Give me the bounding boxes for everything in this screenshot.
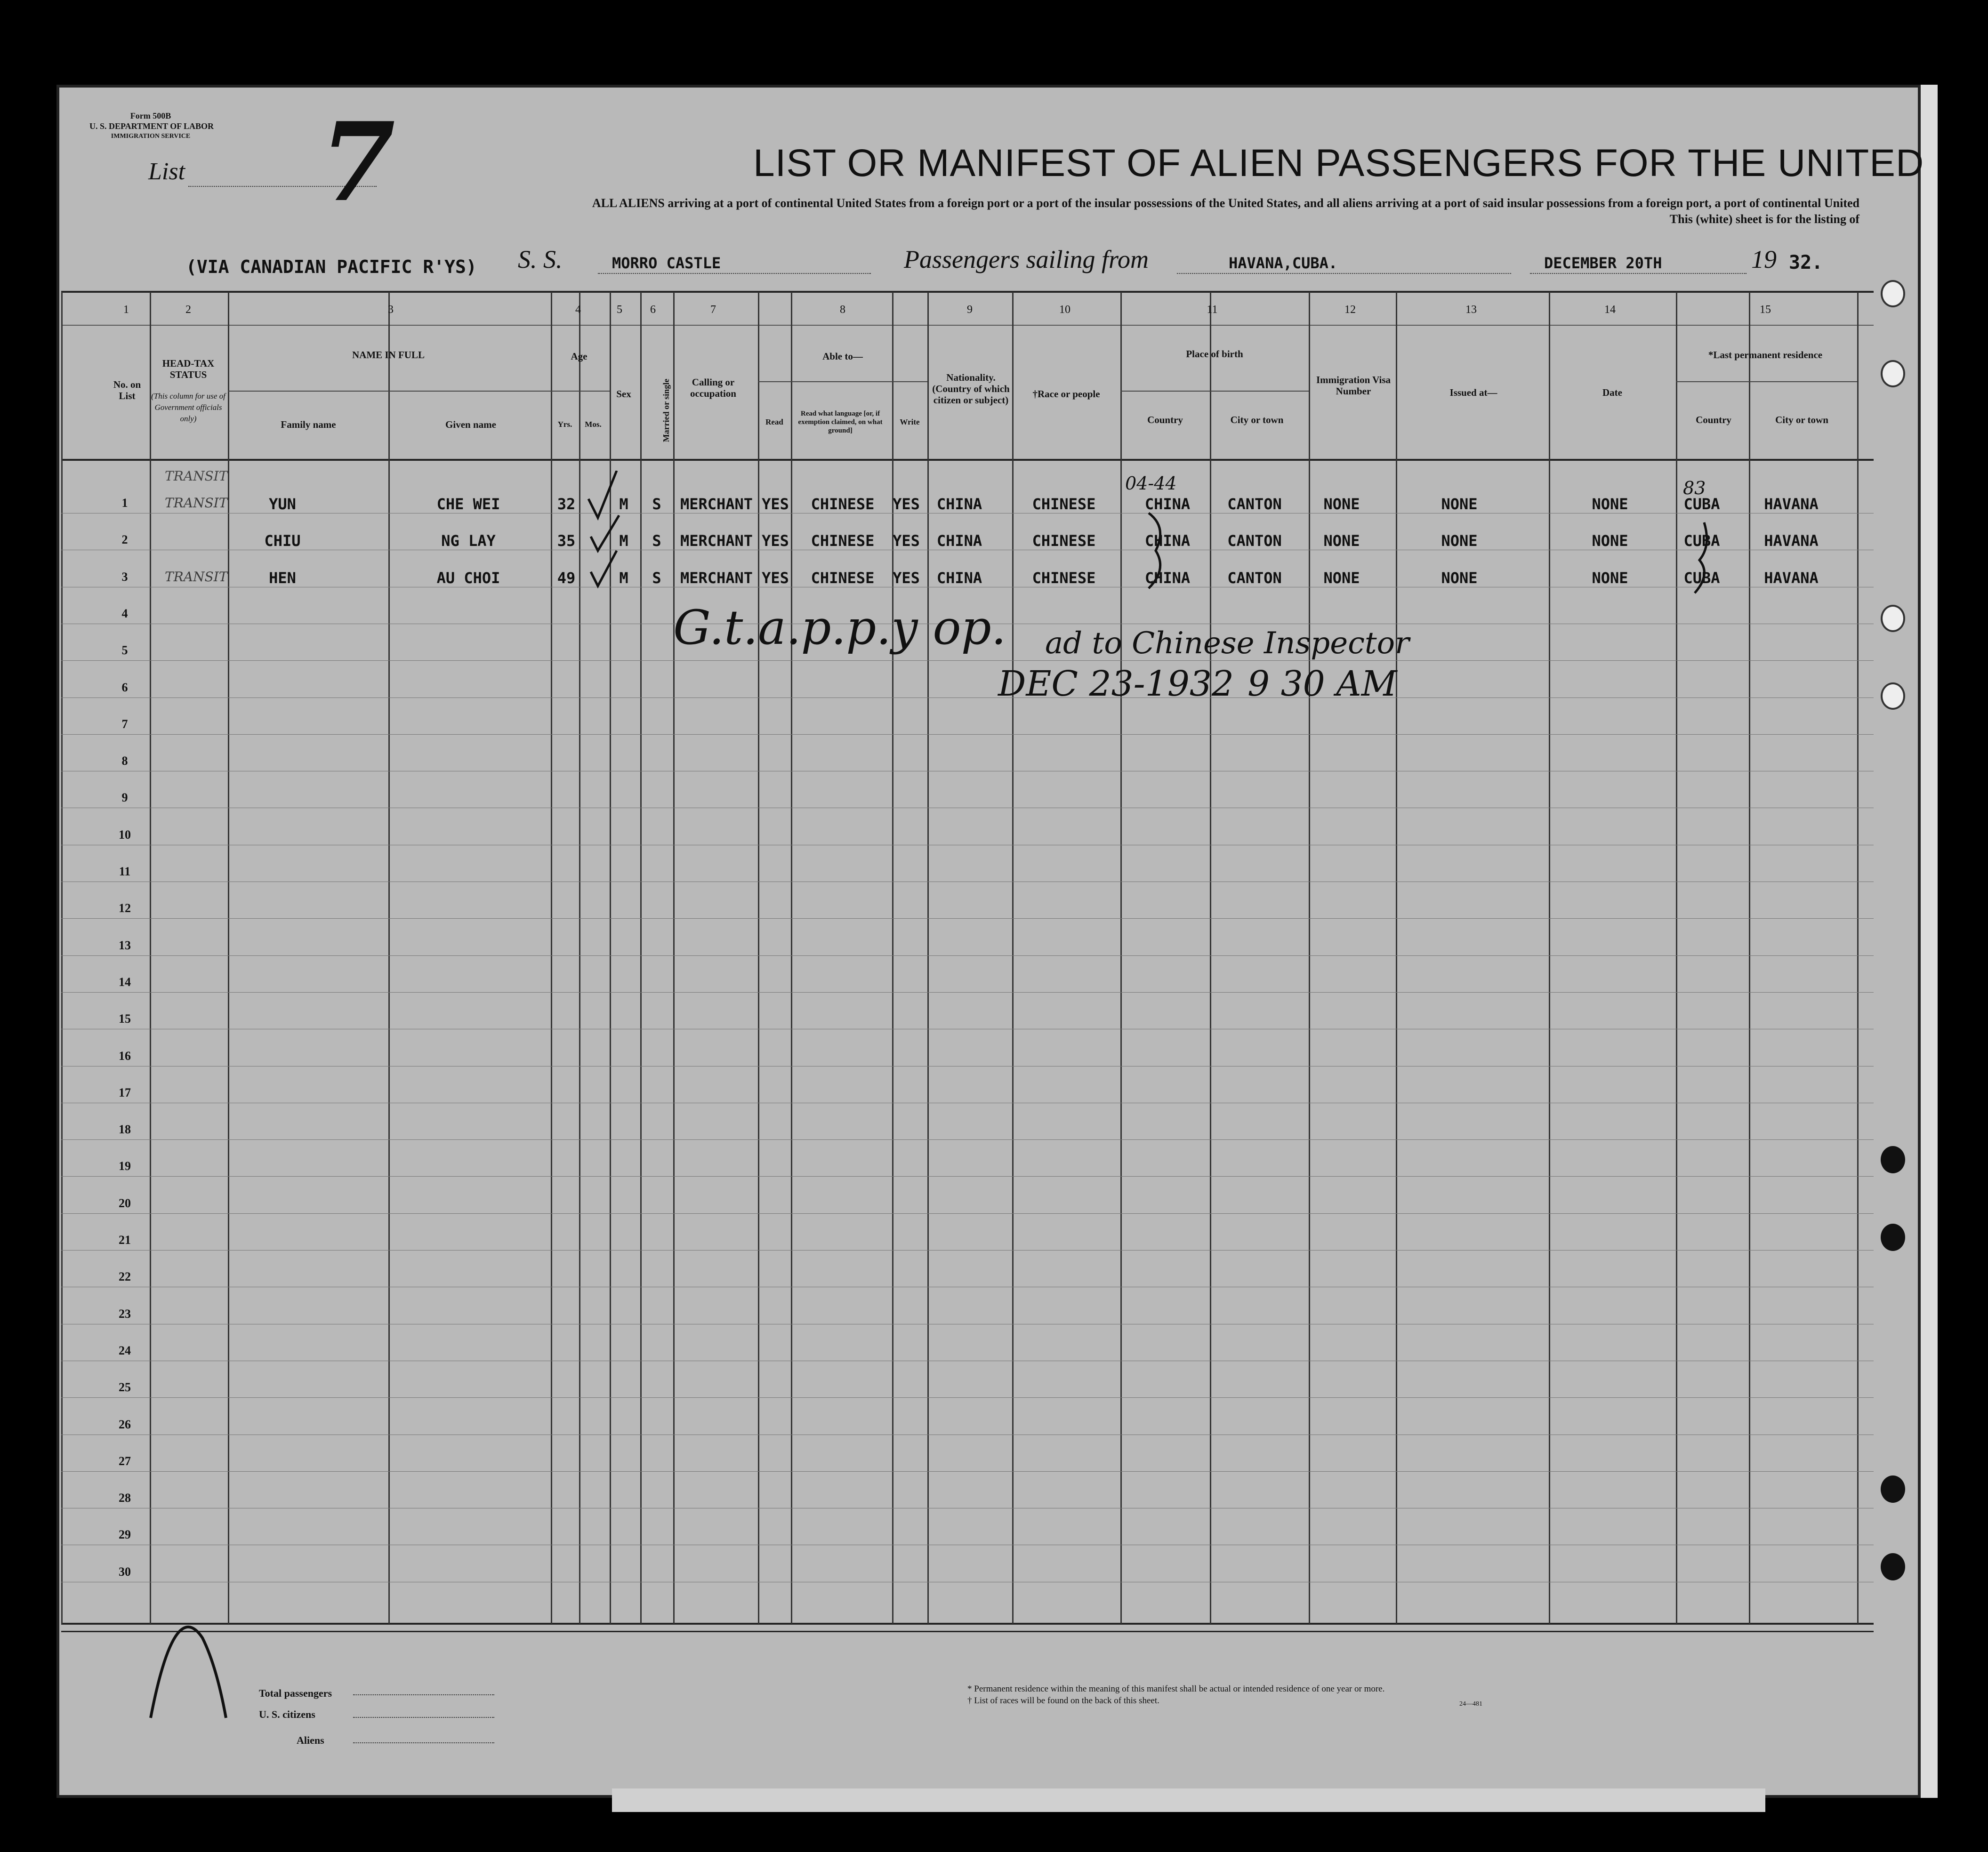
row-line (61, 1139, 1874, 1140)
cell-occupation: MERCHANT (680, 532, 753, 550)
row-number: 27 (119, 1454, 131, 1468)
column-divider (388, 292, 390, 1624)
row-number: 11 (119, 865, 131, 878)
cell-nationality: CHINA (936, 532, 982, 550)
cell-language: CHINESE (811, 495, 875, 513)
header-able-to: Able to— (822, 351, 863, 362)
cell-nationality: CHINA (936, 495, 982, 513)
row-line (61, 955, 1874, 956)
bracket-mark-birth (1139, 508, 1177, 593)
cell-marital: S (652, 569, 661, 587)
cell-write: YES (893, 495, 920, 513)
column-divider (1676, 292, 1677, 1624)
row-number: 4 (121, 606, 128, 620)
cell-date: NONE (1592, 532, 1628, 550)
row-number: 10 (119, 827, 131, 842)
departure-port: HAVANA,CUBA. (1229, 254, 1338, 272)
form-block (89, 111, 212, 142)
cell-language: CHINESE (811, 532, 875, 550)
cell-marital: S (652, 495, 661, 513)
row-number: 21 (119, 1233, 131, 1247)
column-number: 15 (1760, 304, 1771, 316)
instruction-line-1: ALL ALIENS arriving at a port of continental United States from a foreign port or a port of the insular possessions of the United States, and all aliens arriving at a port of said insular possessions from a foreign port, a port of continental United (592, 196, 1859, 210)
cell-race: CHINESE (1032, 532, 1096, 550)
header-read: Read (765, 417, 783, 426)
subheader-divider (228, 391, 551, 392)
column-number: 9 (967, 304, 973, 316)
row-number: 5 (121, 643, 128, 657)
cell-given: NG LAY (441, 532, 496, 550)
column-number: 5 (617, 304, 622, 316)
row-number: 26 (119, 1417, 131, 1431)
cell-marital: S (652, 532, 661, 550)
row-line (61, 1176, 1874, 1177)
column-divider (1857, 292, 1859, 1624)
header-head-tax-note: (This column for use of Government officials only) (151, 392, 225, 423)
subheader-divider (551, 391, 610, 392)
cell-visa: NONE (1323, 495, 1360, 513)
footer-print-code: 24—481 (1459, 1700, 1482, 1708)
cell-write: YES (893, 532, 920, 550)
header-bottom-border (61, 459, 1874, 461)
header-sex: Sex (616, 388, 631, 400)
row-number: 13 (119, 938, 131, 952)
footer-note-races: † List of races will be found on the back of this sheet. (967, 1696, 1159, 1706)
year-prefix: 19 (1751, 245, 1777, 273)
column-number: 11 (1207, 304, 1218, 316)
cell-visa: NONE (1323, 569, 1360, 587)
header-name-in-full: NAME IN FULL (352, 349, 425, 361)
handwritten-residence-code: 83 (1683, 478, 1706, 498)
row-number: 24 (119, 1343, 131, 1357)
form-number: Form 500B (130, 111, 171, 120)
cell-age: 32 (557, 495, 576, 513)
cell-res-city: HAVANA (1764, 495, 1819, 513)
cell-birth-country: CHINA (1144, 569, 1191, 587)
handwritten-signature: G.t.a.p.p.y op. (673, 600, 1006, 655)
cell-given: AU CHOI (436, 569, 500, 587)
handwritten-birth-code: 04-44 (1125, 473, 1177, 494)
cell-read: YES (762, 495, 789, 513)
cell-birth-country: CHINA (1144, 532, 1191, 550)
cell-age: 49 (557, 569, 576, 587)
column-divider (758, 292, 759, 1624)
header-nationality: Nationality. (Country of which citizen or subject) (932, 372, 1010, 406)
header-family-name: Family name (281, 419, 336, 430)
handwritten-transit-mark: TRANSIT (165, 468, 228, 484)
row-line (61, 660, 1874, 661)
cell-occupation: MERCHANT (680, 495, 753, 513)
list-number-handwritten: 7 (320, 99, 396, 226)
list-label: List (148, 158, 185, 185)
header-write: Write (900, 417, 920, 426)
row-number: 17 (119, 1085, 131, 1099)
header-birth-city: City or town (1230, 414, 1284, 425)
column-divider (1549, 292, 1550, 1624)
column-number: 7 (710, 304, 716, 316)
ship-underline (598, 273, 871, 274)
binder-hole (1881, 1224, 1905, 1251)
header-last-residence: *Last permanent residence (1708, 349, 1823, 361)
cell-write: YES (893, 569, 920, 587)
row-number: 6 (121, 680, 128, 694)
binder-hole (1881, 1553, 1905, 1580)
row-number: 15 (119, 1012, 131, 1026)
column-number: 4 (575, 304, 581, 316)
cell-age: 35 (557, 532, 576, 550)
column-divider (1309, 292, 1310, 1624)
cell-read: YES (762, 532, 789, 550)
cell-sex: M (619, 569, 628, 587)
us-citizens-line (353, 1717, 494, 1718)
handwritten-stamp-time: 9 30 AM (1248, 664, 1397, 704)
row-line (61, 918, 1874, 919)
cell-birth-country: CHINA (1144, 495, 1191, 513)
column-number: 1 (123, 304, 129, 316)
cell-issued: NONE (1441, 532, 1478, 550)
header-birth-country: Country (1147, 414, 1183, 425)
column-number: 14 (1604, 304, 1616, 316)
footer-total-passengers: Total passengers (259, 1687, 332, 1699)
row-line (61, 1250, 1874, 1251)
subheader-divider (1120, 391, 1309, 392)
footer-us-citizens: U. S. citizens (259, 1708, 315, 1720)
row-number: 1 (121, 496, 128, 510)
row-line (61, 1397, 1874, 1398)
row-line (61, 734, 1874, 735)
cell-family: CHIU (264, 532, 301, 550)
cell-race: CHINESE (1032, 569, 1096, 587)
cell-res-city: HAVANA (1764, 569, 1819, 587)
row-number: 12 (119, 901, 131, 915)
row-number: 16 (119, 1049, 131, 1063)
colnum-divider (61, 325, 1874, 326)
cell-birth-city: CANTON (1227, 532, 1282, 550)
header-res-country: Country (1696, 414, 1731, 425)
column-divider (1210, 292, 1211, 1624)
cell-res-country: CUBA (1683, 495, 1720, 513)
cell-sex: M (619, 495, 628, 513)
total-passengers-line (353, 1694, 494, 1695)
binder-hole (1881, 682, 1905, 710)
cell-sex: M (619, 532, 628, 550)
cell-nationality: CHINA (936, 569, 982, 587)
row-number: 29 (119, 1528, 131, 1542)
column-divider (673, 292, 675, 1624)
year-suffix: 32. (1789, 252, 1823, 273)
binder-hole (1881, 1146, 1905, 1173)
column-number: 8 (840, 304, 845, 316)
column-divider (551, 292, 552, 1624)
handwritten-arch-mark (146, 1600, 240, 1723)
binder-hole (1881, 360, 1905, 387)
cell-birth-city: CANTON (1227, 495, 1282, 513)
row-number: 25 (119, 1380, 131, 1395)
cell-res-country: CUBA (1683, 569, 1720, 587)
table-bottom-border (61, 1623, 1874, 1625)
row-number: 22 (119, 1270, 131, 1284)
footer-border (61, 1631, 1874, 1632)
row-number: 18 (119, 1122, 131, 1137)
page-edge (1921, 85, 1938, 1798)
header-res-city: City or town (1775, 414, 1828, 425)
column-divider (927, 292, 929, 1624)
row-number: 3 (121, 569, 128, 584)
cell-language: CHINESE (811, 569, 875, 587)
cell-occupation: MERCHANT (680, 569, 753, 587)
row-number: 2 (121, 533, 128, 547)
ss-label: S. S. (518, 245, 563, 273)
column-divider (579, 292, 580, 1624)
column-number: 12 (1344, 304, 1356, 316)
header-calling: Calling or occupation (690, 377, 736, 399)
ship-name: MORRO CASTLE (612, 254, 721, 272)
row-number: 9 (121, 791, 128, 805)
cell-head-tax: TRANSIT (165, 495, 228, 511)
cell-date: NONE (1592, 569, 1628, 587)
row-line (61, 992, 1874, 993)
footer-aliens: Aliens (297, 1734, 324, 1746)
column-number: 10 (1059, 304, 1070, 316)
header-age-yrs: Yrs. (557, 420, 572, 429)
column-divider (791, 292, 792, 1624)
header-place-of-birth: Place of birth (1186, 348, 1243, 360)
column-number: 13 (1465, 304, 1477, 316)
header-issued-at: Issued at— (1449, 387, 1497, 398)
column-divider (1396, 292, 1397, 1624)
column-divider (1012, 292, 1014, 1624)
sailing-label: Passengers sailing from (904, 245, 1149, 273)
cell-family: YUN (269, 495, 296, 513)
date-underline (1530, 273, 1747, 274)
cell-read: YES (762, 569, 789, 587)
row-number: 30 (119, 1564, 131, 1579)
row-number: 28 (119, 1491, 131, 1505)
header-head-tax: HEAD-TAX STATUS (162, 358, 215, 380)
service-label: IMMIGRATION SERVICE (111, 133, 191, 140)
cell-res-city: HAVANA (1764, 532, 1819, 550)
header-race: †Race or people (1032, 388, 1100, 400)
column-divider (892, 292, 893, 1624)
subheader-divider (758, 381, 927, 382)
page-stack-edge (612, 1788, 1765, 1812)
handwritten-stamp-date: DEC 23-1932 (998, 664, 1234, 704)
department-label: U. S. DEPARTMENT OF LABOR (89, 121, 214, 131)
column-divider (1749, 292, 1750, 1624)
column-number: 3 (388, 304, 394, 316)
header-no-on-list: No. on List (113, 379, 141, 401)
column-divider (1120, 292, 1122, 1624)
header-read-language: Read what language [or, if exemption claimed, on what ground] (798, 410, 883, 434)
binder-hole (1881, 1475, 1905, 1503)
row-number: 20 (119, 1196, 131, 1210)
binder-hole (1881, 280, 1905, 307)
binder-hole (1881, 605, 1905, 632)
header-married: Married or single (661, 378, 671, 442)
row-line (61, 1471, 1874, 1472)
subheader-divider (1676, 381, 1857, 382)
header-visa: Immigration Visa Number (1316, 374, 1391, 397)
table-top-border (61, 291, 1874, 293)
row-number: 7 (121, 717, 128, 731)
column-divider (61, 292, 63, 1624)
column-number: 2 (185, 304, 191, 316)
manifest-sheet (56, 85, 1921, 1798)
cell-res-country: CUBA (1683, 532, 1720, 550)
cell-visa: NONE (1323, 532, 1360, 550)
cell-birth-city: CANTON (1227, 569, 1282, 587)
footer-note-residence: * Permanent residence within the meaning of this manifest shall be actual or intended residence of one year or more. (967, 1684, 1385, 1694)
cell-head-tax: TRANSIT (165, 569, 228, 585)
column-number: 6 (650, 304, 656, 316)
instruction-text (405, 195, 1859, 227)
row-line (61, 1213, 1874, 1214)
handwritten-inspector-note: ad to Chinese Inspector (1045, 626, 1409, 661)
row-number: 23 (119, 1307, 131, 1321)
via-label: (VIA CANADIAN PACIFIC R'YS) (186, 257, 477, 277)
row-number: 19 (119, 1159, 131, 1173)
departure-date: DECEMBER 20TH (1544, 254, 1662, 272)
aliens-line (353, 1742, 494, 1743)
cell-date: NONE (1592, 495, 1628, 513)
instruction-line-2: This (white) sheet is for the listing of (1669, 212, 1859, 226)
header-age: Age (571, 351, 588, 362)
header-given-name: Given name (445, 419, 496, 430)
bracket-mark-residence (1685, 518, 1718, 598)
column-divider (150, 292, 151, 1624)
header-age-mos: Mos. (585, 420, 602, 429)
cell-issued: NONE (1441, 569, 1478, 587)
port-underline (1177, 273, 1511, 274)
check-marks (584, 471, 650, 593)
cell-issued: NONE (1441, 495, 1478, 513)
row-number: 8 (121, 754, 128, 768)
column-divider (228, 292, 229, 1624)
manifest-title: LIST OR MANIFEST OF ALIEN PASSENGERS FOR THE UNITED (753, 142, 1924, 184)
row-number: 14 (119, 975, 131, 989)
cell-given: CHE WEI (436, 495, 500, 513)
cell-family: HEN (269, 569, 296, 587)
header-date: Date (1602, 387, 1622, 398)
cell-race: CHINESE (1032, 495, 1096, 513)
